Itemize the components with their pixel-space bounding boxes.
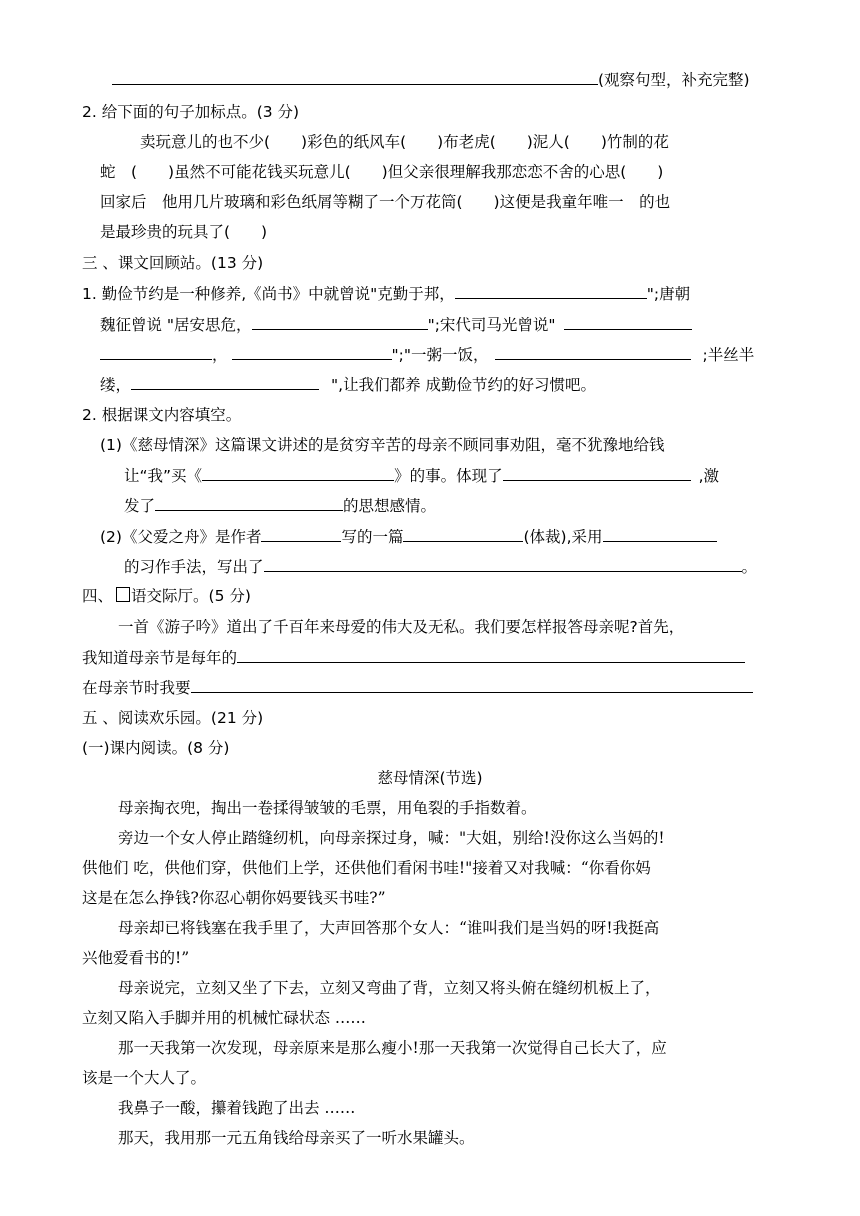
- text: 发了: [124, 497, 156, 515]
- text: 写的一篇: [341, 528, 404, 546]
- blank[interactable]: [403, 525, 523, 542]
- text: 》的事。体现了: [394, 467, 503, 485]
- text: 的习作手法，写出了: [124, 558, 264, 576]
- paragraph-line: 一首《游子吟》道出了千百年来母爱的伟大及无私。我们要怎样报答母亲呢?首先，: [118, 618, 685, 636]
- section-title: [82, 585, 251, 607]
- passage-title: 慈母情深(节选): [377, 769, 483, 787]
- blank[interactable]: [252, 313, 428, 330]
- text: ,激: [698, 467, 720, 485]
- sentence-line: 卖玩意儿的也不少( )彩色的纸风车( )布老虎( )泥人( )竹制的花: [140, 133, 669, 151]
- fill-line: [124, 555, 757, 578]
- blank[interactable]: [503, 464, 691, 481]
- sentence-line: 蛇 ( )虽然不可能花钱买玩意儿( )但父亲很理解我那恋恋不舍的心思( ): [100, 163, 664, 181]
- passage-line: 兴他爱看书的!”: [82, 949, 190, 967]
- text: 四、: [82, 587, 114, 605]
- question-title: 2. 给下面的句子加标点。(3 分): [82, 103, 300, 121]
- answer-line-top: [112, 68, 750, 91]
- sentence-line: 回家后 他用几片玻璃和彩色纸屑等糊了一个万花筒( )这便是我童年唯一 的也: [100, 193, 671, 211]
- text: ",让我们都养 成勤俭节约的好习惯吧。: [331, 376, 597, 394]
- passage-line: 母亲掏衣兜，掏出一卷揉得皱皱的毛票，用龟裂的手指数着。: [118, 799, 537, 817]
- fill-line: [100, 525, 717, 548]
- text: 魏征曾说 "居安思危，: [100, 316, 252, 334]
- passage-line: 母亲说完，立刻又坐了下去，立刻又弯曲了背，立刻又将头俯在缝纫机板上了，: [118, 979, 661, 997]
- blank[interactable]: [131, 373, 319, 390]
- text: ，: [212, 346, 228, 364]
- passage-line: 立刻又陷入手脚并用的机械忙碌状态 ……: [82, 1009, 366, 1027]
- text: ";宋代司马光曾说": [427, 316, 556, 334]
- blank[interactable]: [603, 525, 717, 542]
- text: (体裁),采用: [523, 528, 603, 546]
- fill-line: [124, 494, 436, 517]
- passage-line: 旁边一个女人停止踏缝纫机，向母亲探过身，喊："大姐，别给!没你这么当妈的!: [118, 829, 665, 847]
- section-title: 三 、课文回顾站。(13 分): [82, 254, 264, 272]
- passage-line: 供他们 吃，供他们穿，供他们上学，还供他们看闲书哇!"接着又对我喊：“你看你妈: [82, 859, 651, 877]
- text: ";"一粥一饭，: [391, 346, 489, 364]
- passage-line: 这是在怎么挣钱?你忍心朝你妈要钱买书哇?”: [82, 889, 386, 907]
- fill-line: [82, 282, 690, 305]
- text: 。: [741, 558, 758, 576]
- text: 让“我”买《: [124, 467, 203, 485]
- fill-line: [100, 373, 596, 396]
- blank[interactable]: [564, 313, 692, 330]
- question-title: 2. 根据课文内容填空。: [82, 406, 242, 424]
- blank[interactable]: [237, 646, 745, 663]
- passage-line: 母亲却已将钱塞在我手里了，大声回答那个女人：“谁叫我们是当妈的呀!我挺高: [118, 919, 660, 937]
- missing-char-box: [116, 587, 130, 602]
- text: 我知道母亲节是每年的: [82, 649, 238, 667]
- text: 在母亲节时我要: [82, 679, 191, 697]
- blank[interactable]: [191, 676, 753, 693]
- text: 语交际厅。(5 分): [131, 587, 251, 605]
- blank[interactable]: [455, 282, 647, 299]
- text: 缕，: [100, 376, 132, 394]
- blank[interactable]: [100, 343, 212, 360]
- text: (2)《父爱之舟》是作者: [100, 528, 262, 546]
- passage-line: 那天，我用那一元五角钱给母亲买了一听水果罐头。: [118, 1129, 475, 1147]
- text: 的思想感情。: [343, 497, 437, 515]
- section-title: 五 、阅读欢乐园。(21 分): [82, 709, 264, 727]
- text: ;半丝半: [702, 346, 755, 364]
- passage-line: 我鼻子一酸，攥着钱跑了出去 ……: [118, 1099, 356, 1117]
- text: ";唐朝: [646, 285, 691, 303]
- blank[interactable]: [261, 525, 341, 542]
- fill-line: [124, 464, 719, 487]
- text: 1. 勤俭节约是一种修养,《尚书》中就曾说"克勤于邦，: [82, 285, 455, 303]
- passage-line: 那一天我第一次发现，母亲原来是那么瘦小!那一天我第一次觉得自己长大了，应: [118, 1039, 667, 1057]
- subsection-title: (一)课内阅读。(8 分): [82, 739, 230, 757]
- fill-line: [100, 343, 754, 366]
- blank[interactable]: [495, 343, 691, 360]
- fill-line: (1)《慈母情深》这篇课文讲述的是贫穷辛苦的母亲不顾同事劝阻，毫不犹豫地给钱: [100, 436, 665, 454]
- fill-line: [82, 646, 745, 669]
- fill-line: [100, 313, 692, 336]
- blank[interactable]: [155, 494, 343, 511]
- fill-line: [82, 676, 753, 699]
- blank[interactable]: [112, 68, 598, 85]
- passage-line: 该是一个大人了。: [82, 1069, 207, 1087]
- blank[interactable]: [264, 555, 742, 572]
- blank[interactable]: [232, 343, 392, 360]
- blank[interactable]: [202, 464, 394, 481]
- hint-text: (观察句型，补充完整): [598, 71, 750, 89]
- sentence-line: 是最珍贵的玩具了( ): [100, 223, 268, 241]
